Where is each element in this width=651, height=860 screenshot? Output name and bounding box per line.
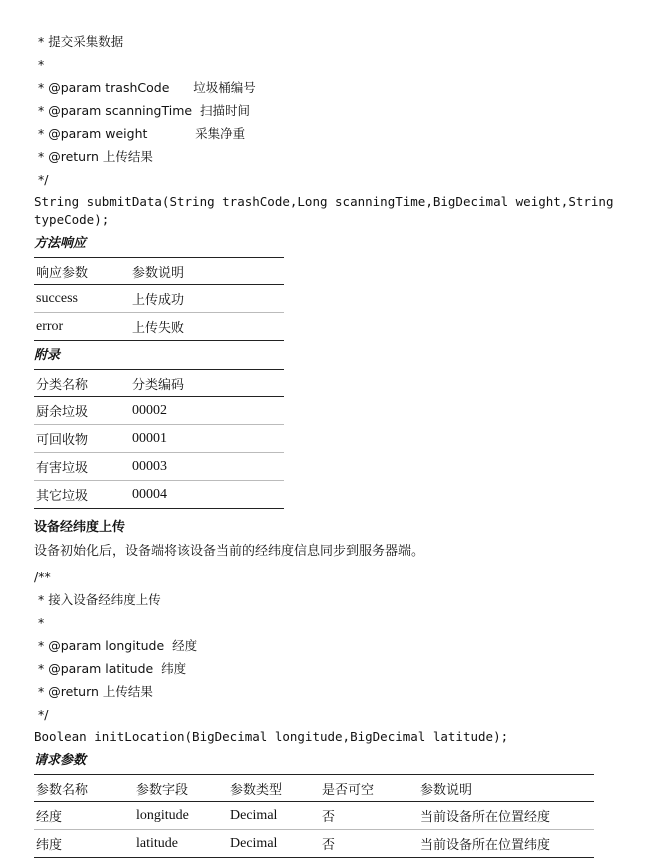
response-desc: 上传成功 [130, 285, 284, 313]
category-code: 00001 [130, 425, 284, 453]
category-name: 可回收物 [34, 425, 130, 453]
table-row [34, 397, 284, 425]
param-desc: 当前设备所在位置纬度 [418, 830, 594, 858]
comment-line: * @param latitude 纬度 [34, 661, 187, 676]
response-table-header-cell: 响应参数 [34, 258, 130, 285]
response-table-header-cell: 参数说明 [130, 258, 284, 285]
table-row [34, 830, 594, 858]
document-content [34, 30, 624, 860]
params-table-header-cell: 参数名称 [34, 775, 134, 802]
param-nullable: 否 [320, 830, 418, 858]
appendix-section-title: 附录 [34, 348, 61, 363]
param-name: 纬度 [34, 830, 134, 858]
comment-line: * @return 上传结果 [34, 149, 153, 164]
request-params-table [34, 774, 594, 858]
response-table [34, 257, 284, 341]
comment-line: * 接入设备经纬度上传 [34, 592, 161, 607]
comment-line: * @param weight 采集净重 [34, 126, 246, 141]
comment-line: * @param scanningTime 扫描时间 [34, 103, 251, 118]
response-desc: 上传失败 [130, 313, 284, 341]
comment-line: * [34, 615, 45, 630]
table-row [34, 802, 594, 830]
category-code: 00004 [130, 481, 284, 509]
appendix-table-header-cell: 分类名称 [34, 370, 130, 397]
params-table-header-cell: 参数说明 [418, 775, 594, 802]
response-code: error [34, 313, 130, 341]
comment-line: /** [34, 569, 51, 584]
init-location-signature: Boolean initLocation(BigDecimal longitude,BigDecimal latitude); [34, 729, 509, 744]
params-table-header-cell: 参数类型 [228, 775, 320, 802]
comment-line: * 提交采集数据 [34, 34, 124, 49]
param-type: Decimal [228, 802, 320, 830]
response-code: success [34, 285, 130, 313]
param-nullable: 否 [320, 802, 418, 830]
location-section-title: 设备经纬度上传 [34, 520, 126, 535]
comment-line: * @param longitude 经度 [34, 638, 198, 653]
param-field: longitude [134, 802, 228, 830]
table-row [34, 481, 284, 509]
category-name: 有害垃圾 [34, 453, 130, 481]
category-name: 其它垃圾 [34, 481, 130, 509]
location-section-description: 设备初始化后，设备端将该设备当前的经纬度信息同步到服务器端。 [34, 544, 425, 559]
appendix-table-header-cell: 分类编码 [130, 370, 284, 397]
location-comment-block [34, 565, 624, 726]
param-type: Decimal [228, 830, 320, 858]
param-field: latitude [134, 830, 228, 858]
comment-line: */ [34, 172, 49, 187]
category-code: 00003 [130, 453, 284, 481]
category-code: 00002 [130, 397, 284, 425]
table-row [34, 313, 284, 341]
params-table-header-cell: 是否可空 [320, 775, 418, 802]
appendix-table [34, 369, 284, 509]
comment-line: * @param trashCode 垃圾桶编号 [34, 80, 256, 95]
table-row [34, 285, 284, 313]
submit-data-comment-block [34, 30, 624, 191]
comment-line: * [34, 57, 45, 72]
table-row [34, 425, 284, 453]
comment-line: * @return 上传结果 [34, 684, 153, 699]
param-desc: 当前设备所在位置经度 [418, 802, 594, 830]
request-params-title: 请求参数 [34, 753, 87, 768]
response-section-title: 方法响应 [34, 236, 87, 251]
param-name: 经度 [34, 802, 134, 830]
params-table-header-cell: 参数字段 [134, 775, 228, 802]
comment-line: */ [34, 707, 49, 722]
table-row [34, 453, 284, 481]
submit-data-signature: String submitData(String trashCode,Long scanningTime,BigDecimal weight,String typeCode); [34, 194, 622, 227]
category-name: 厨余垃圾 [34, 397, 130, 425]
